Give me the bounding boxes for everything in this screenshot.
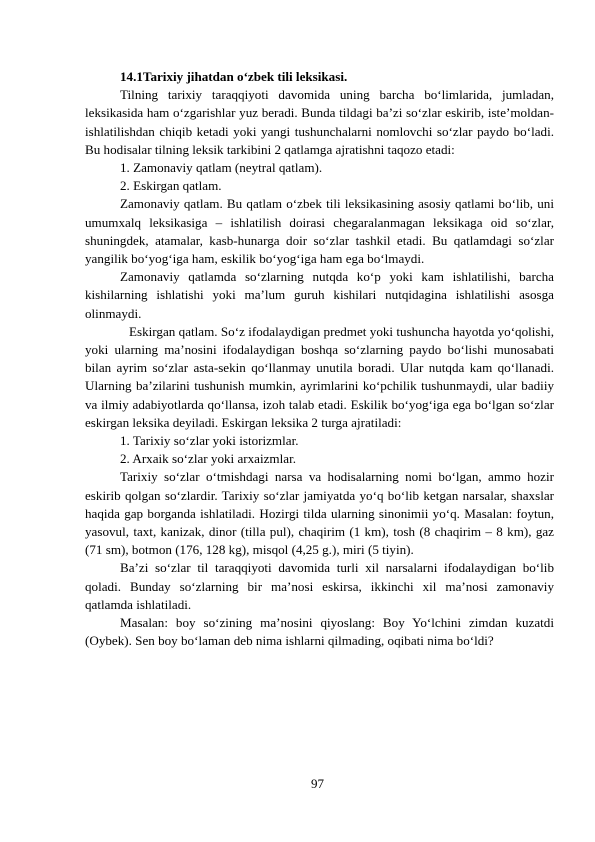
section-heading: 14.1Tarixiy jihatdan o‘zbek tili leksikasi. [120, 69, 348, 84]
paragraph: Eskirgan qatlam. So‘z ifodalaydigan predmet yoki tushuncha hayotda yo‘qolishi, yoki ularning ma’nosini ifodalaydigan boshqa so‘zlarning paydo bo‘lishi munosabati bilan ayrim so‘zlar asta-sekin qo‘llanmay unutila boradi. Ular nutqda kam qo‘llanadi. Ularning ba’zilarini tushunish mumkin, ayrimlarini ko‘pchilik tushunmaydi, ular badiiy va ilmiy adabiyotlarda qo‘llansa, izoh talab etadi. Eskilik bo‘yog‘iga ega bo‘lgan so‘zlar eskirgan leksika deyiladi. Eskirgan leksika 2 turga ajratiladi: [85, 323, 554, 430]
list-item: 2. Eskirgan qatlam. [120, 178, 222, 194]
paragraph: Masalan: boy so‘zining ma’nosini qiyoslang: Boy Yo‘lchini zimdan kuzatdi (Oybek). Sen boy bo‘laman deb nima ishlarni qilmading, oqibati nima bo‘ldi? [85, 615, 554, 649]
paragraph: Zamonaviy qatlam. Bu qatlam o‘zbek tili leksikasining asosiy qatlami bo‘lib, uni umumxalq leksikasiga – ishlatilish doirasi chegaralanmagan leksikaga oid so‘zlar, shuningdek, atamalar, kasb-hunarga doir so‘zlar tashkil etadi. Bu qatlamdagi so‘zlar yangilik bo‘yog‘iga ham, eskilik bo‘yog‘iga ham ega bo‘lmaydi. [85, 196, 554, 267]
list-item: 2. Arxaik so‘zlar yoki arxaizmlar. [120, 451, 296, 467]
list-item: 1. Zamonaviy qatlam (neytral qatlam). [120, 160, 323, 176]
paragraph: Ba’zi so‘zlar til taraqqiyoti davomida turli xil narsalarni ifodalaydigan bo‘lib qoladi. Bunday so‘zlarning bir ma’nosi eskirsa, ikkinchi xil ma’nosi zamonaviy qatlamda ishlatiladi. [85, 560, 554, 612]
paragraph: Tilning tarixiy taraqqiyoti davomida uning barcha bo‘limlarida, jumladan, leksikasida ham o‘zgarishlar yuz beradi. Bunda tildagi ba’zi so‘zlar eskirib, iste’moldan-ishlatilishdan chiqib ketadi yoki yangi tushunchalarni nomlovchi so‘zlar paydo bo‘ladi. Bu hodisalar tilning leksik tarkibini 2 qatlamga ajratishni taqozo etadi: [85, 87, 554, 157]
page-content [85, 68, 554, 651]
page-number: 97 [311, 776, 324, 791]
paragraph: Tarixiy so‘zlar o‘tmishdagi narsa va hodisalarning nomi bo‘lgan, ammo hozir eskirib qolgan so‘zlardir. Tarixiy so‘zlar jamiyatda yo‘q bo‘lib ketgan narsalar, shaxslar haqida gap borganda ishlatiladi. Hozirgi tilda ularning sinonimii yo‘q. Masalan: foytun, yasovul, taxt, kanizak, dinor (tilla pul), chaqirim (1 km), tosh (8 chaqirim – 8 km), gaz (71 sm), botmon (176, 128 kg), misqol (4,25 g.), miri (5 tiyin). [85, 469, 554, 558]
paragraph: Zamonaviy qatlamda so‘zlarning nutqda ko‘p yoki kam ishlatilishi, barcha kishilarning ishlatishi yoki ma’lum guruh kishilari nutqidagina ishlatilishi asosga olinmaydi. [85, 269, 554, 321]
list-item: 1. Tarixiy so‘zlar yoki istorizmlar. [120, 433, 299, 449]
paragraph-list [85, 86, 554, 650]
